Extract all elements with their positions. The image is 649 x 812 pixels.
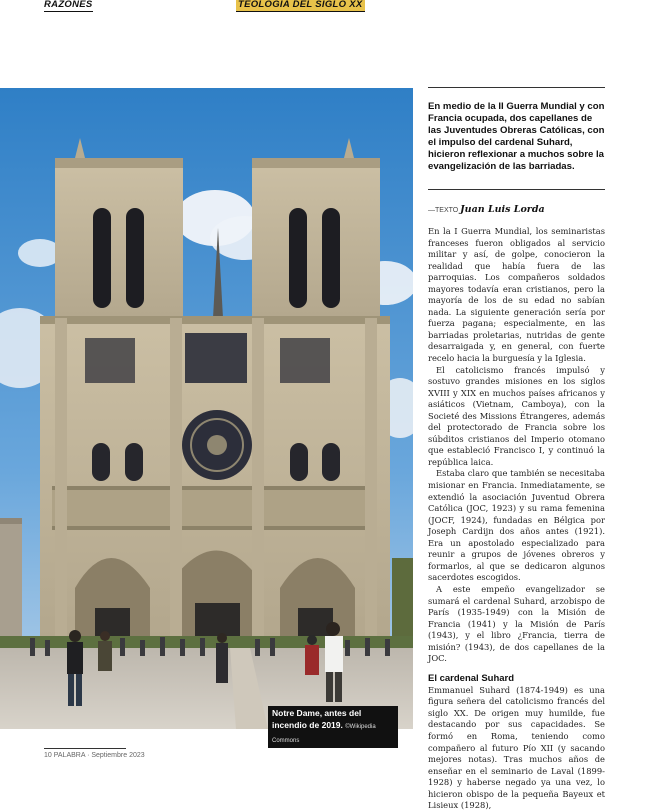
- caption-line-2-text: incendio de 2019.: [272, 720, 343, 730]
- article-body: [428, 226, 605, 812]
- photo-credit: ©Wikipedia Commons: [272, 724, 376, 744]
- section-label-left: RAZONES: [44, 0, 93, 10]
- subheading: El cardenal Suhard: [428, 672, 515, 684]
- paragraph-4: A este empeño evangelizador se sumará el cardenal Suhard, arzobispo de París (1935-1949) con la Misión de Francia (1941) y la Misión de París (1943), y el libro ¿Francia, tierra de misión? (1943), de dos capellanes de la JOC.: [428, 583, 605, 664]
- cathedral-illustration: [0, 88, 413, 729]
- caption-line-1: Notre Dame, antes del: [272, 708, 362, 718]
- paragraph-2: El catolicismo francés impulsó y sostuvo grandes misiones en los siglos XVIII y XIX en muchos países africanos y asiáticos (Vietnam, Camboya), con la Societé des Missions Étrangeres, además del protectorado de Francia sobre los súbditos cristianos del Imperio otomano que estableció Francisco I, y continuó la república laica.: [428, 364, 605, 467]
- caption-line-2: [272, 719, 394, 747]
- paragraph-3: Estaba claro que también se necesitaba misionar en Francia. Inmediatamente, se extendió la asociación Juventud Obrera Católica (JOC, 1923) y su rama femenina (JOCF, 1924), fundadas en Bélgica por Joseph Cardijn dos años antes (1921). Era un apostolado especializado para reunir a grupos de jóvenes obreros y formarlos, al que se dedicaron algunos sacerdotes escogidos.: [428, 468, 605, 583]
- notre-dame-photo: [0, 88, 413, 729]
- lede-rule: [428, 189, 605, 190]
- photo-caption: [268, 706, 398, 748]
- footer-rule: [44, 748, 126, 749]
- author-name: Juan Luis Lorda: [460, 204, 545, 215]
- article-lede: En medio de la II Guerra Mundial y con Francia ocupada, dos capellanes de las Juventudes Obreras Católicas, con el impulso del cardenal Suhard, hicieron reflexionar a muchos sobre la evangelización de las barriadas.: [428, 101, 605, 172]
- page-footer: 10 PALABRA · Septiembre 2023: [44, 752, 145, 759]
- section-label-right: TEOLOGÍA DEL SIGLO XX: [238, 0, 363, 10]
- author-byline: [428, 204, 605, 215]
- paragraph-5: Emmanuel Suhard (1874-1949) es una figura señera del catolicismo francés del siglo XX. De origen muy humilde, fue destacando por sus capacidades. Se formó en Roma, teniendo como compañero al futuro Pío XII (y sacando mejores notas). Tras muchos años de enseñar en el seminario de Laval (1899-1928) y haberse negado ya una vez, lo hicieron obispo de la pequeña Bayeux et Lisieux (1928),: [428, 684, 605, 811]
- top-rule: [428, 87, 605, 88]
- author-label: —TEXTO: [428, 207, 459, 214]
- paragraph-1: En la I Guerra Mundial, los seminaristas franceses fueron obligados al servicio militar y así, de golpe, conocieron la realidad que había fuera de las parroquias. Los compañeros soldados mayores todavía eran cristianos, pero la mayoría de los de su edad no sabían nada. La siguiente generación sería por fuerza pagana; especialmente, en las barriadas proletarias, nutridas de gente desarraigada y, en general, con fuerte recelo hacia la burguesía y la Iglesia.: [428, 226, 605, 364]
